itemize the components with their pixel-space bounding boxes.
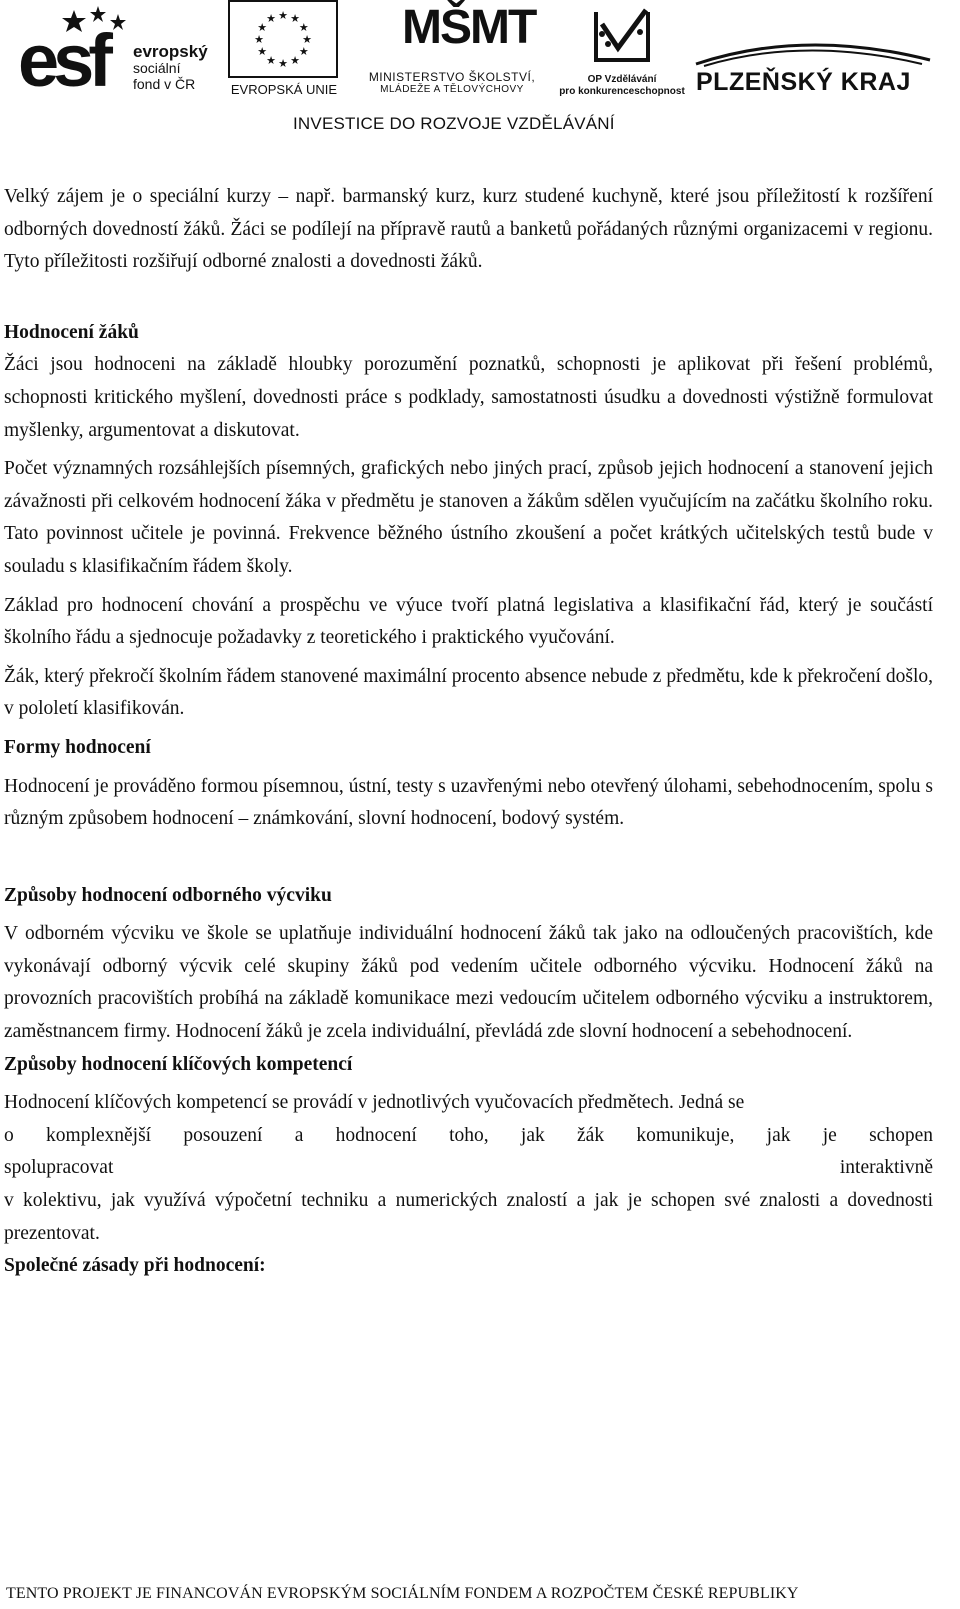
eu-star-icon: ★ — [266, 13, 276, 26]
eu-star-icon: ★ — [298, 46, 309, 58]
paragraph-7c-left: spolupracovat — [4, 1157, 114, 1179]
eu-star-icon: ★ — [266, 54, 276, 67]
eu-logo — [228, 0, 340, 100]
msmt-logo — [352, 0, 552, 100]
msmt-line2: MLÁDEŽE A TĚLOVÝCHOVY — [380, 84, 524, 95]
esf-line3: fond v ČR — [133, 76, 196, 92]
eu-star-icon: ★ — [257, 22, 268, 34]
paragraph-7d: v kolektivu, jak využívá výpočetní techniku a numerických znalostí a jak je schopen své znalosti a dovednosti prezentovat. — [4, 1190, 933, 1244]
heading-odborny-vycvik: Způsoby hodnocení odborného výcviku — [4, 884, 332, 906]
esf-logo — [18, 6, 218, 106]
paragraph-5: Hodnocení je prováděno formou písemnou, ústní, testy s uzavřenými nebo otevřený úlohami, sebehodnocením, spolu s různým způsobem hodnocení – známkování, slovní hodnocení, bodový systém. — [4, 775, 933, 830]
eu-star-icon: ★ — [298, 22, 309, 34]
esf-text — [133, 44, 208, 92]
op-line1: OP Vzdělávání — [587, 74, 657, 85]
logo-header — [0, 0, 960, 150]
eu-flag-icon — [228, 0, 338, 78]
eu-star-icon: ★ — [257, 46, 268, 58]
investice-tagline: INVESTICE DO ROZVOJE VZDĚLÁVÁNÍ — [293, 114, 615, 133]
msmt-mark: MŠMT — [402, 1, 536, 54]
esf-line1: evropský — [133, 42, 208, 61]
plzensky-kraj-logo — [694, 34, 934, 104]
paragraph-4: Žák, který překročí školním řádem stanovené maximální procento absence nebude z předmětu, kde k překročení došlo, v pololetí klasifikován. — [4, 665, 933, 720]
paragraph-7b: o komplexnější posouzení a hodnocení toho, jak žák komunikuje, jak je schopen — [4, 1124, 933, 1146]
op-line2: pro konkurenceschopnost — [559, 86, 685, 97]
eu-caption: EVROPSKÁ UNIE — [230, 82, 338, 97]
esf-mark: esf — [18, 19, 107, 102]
msmt-line1: MINISTERSTVO ŠKOLSTVÍ, — [368, 70, 536, 84]
heading-formy-hodnoceni: Formy hodnocení — [4, 736, 151, 758]
intro-paragraph: Velký zájem je o speciální kurzy – např. barmanský kurz, kurz studené kuchyně, které jsou příležitostí k rozšíření odborných dovedností žáků. Žáci se podílejí na přípravě rautů a banketů pořádaných různými organizacemi v regionu. Tyto příležitosti rozšiřují odborné znalosti a dovednosti žáků. — [4, 186, 933, 273]
esf-line2: sociální — [133, 60, 181, 76]
paragraph-7a: Hodnocení klíčových kompetencí se provádí v jednotlivých vyučovacích předmětech. Jedná se — [4, 1092, 745, 1114]
paragraph-3: Základ pro hodnocení chování a prospěchu ve výuce tvoří platná legislativa a klasifikační řád, který je součástí školního řádu a sjednocuje požadavky z teoretického i praktického vyučování. — [4, 594, 933, 649]
heading-spolecne-zasady: Společné zásady při hodnocení: — [4, 1255, 266, 1277]
op-emblem-icon — [588, 4, 656, 66]
document-body — [4, 181, 933, 1283]
eu-star-icon: ★ — [254, 34, 264, 46]
paragraph-1: Žáci jsou hodnoceni na základě hloubky porozumění poznatků, schopnosti je aplikovat při řešení problémů, schopnosti kritického myšlení, dovednosti práce s podklady, samostatnosti úsudku a dovednosti výstižně formulovat myšlenky, argumentovat a diskutovat. — [4, 354, 933, 441]
heading-hodnoceni-zaku: Hodnocení žáků — [4, 321, 139, 343]
eu-star-icon: ★ — [278, 10, 288, 22]
eu-star-icon: ★ — [302, 34, 312, 46]
paragraph-6: V odborném výcviku ve škole se uplatňuje individuální hodnocení žáků tak jako na odloučených pracovištích, kde vykonávají odborný výcvik celé skupiny žáků pod vedením učitele odborného výcviku. Hodnocení žáků na provozních pracovištích probíhá na základě komunikace mezi vedoucím učitelem odborného výcviku a instruktorem, zaměstnancem firmy. Hodnocení žáků je zcela individuální, převládá zde slovní hodnocení a sebehodnocení. — [4, 923, 933, 1043]
eu-star-icon: ★ — [290, 54, 300, 67]
paragraph-7c — [4, 1152, 933, 1185]
eu-star-icon: ★ — [290, 13, 300, 26]
pk-name: PLZEŇSKÝ KRAJ — [696, 68, 911, 96]
paragraph-2: Počet významných rozsáhlejších písemných, grafických nebo jiných prací, způsob jejich hodnocení a stanovení jejich závažnosti při celkovém hodnocení žáka v předmětu je stanoven a žákům sdělen vyučujícím na začátku školního roku. Tato povinnost učitele je povinná. Frekvence běžného ústního zkoušení a počet krátkých učitelských testů bude v souladu s klasifikačním řádem školy. — [4, 458, 933, 577]
heading-klicove-kompetence: Způsoby hodnocení klíčových kompetencí — [4, 1053, 353, 1075]
op-logo — [556, 0, 688, 100]
footer-funding-note: TENTO PROJEKT JE FINANCOVÁN EVROPSKÝM SOCIÁLNÍM FONDEM A ROZPOČTEM ČESKÉ REPUBLIKY — [6, 1585, 799, 1602]
roof-icon — [694, 34, 934, 68]
paragraph-7c-right: interaktivně — [839, 1157, 933, 1179]
eu-star-icon: ★ — [278, 58, 288, 70]
